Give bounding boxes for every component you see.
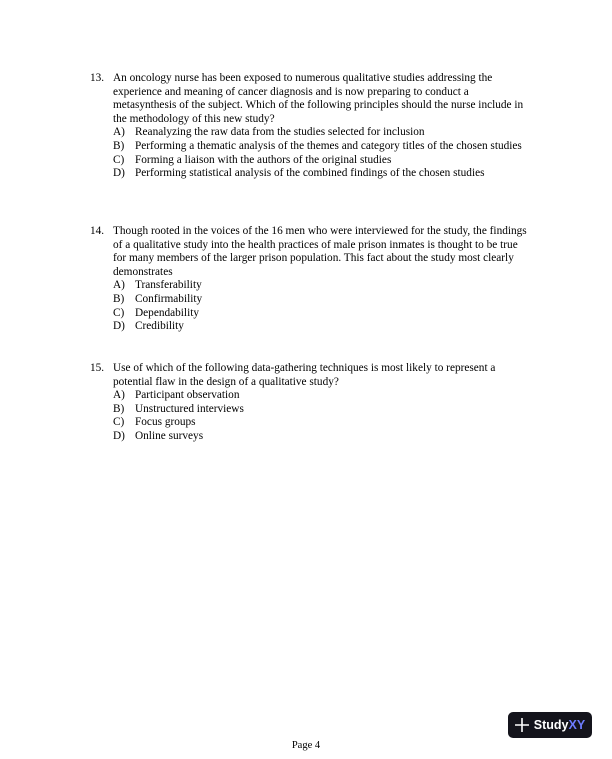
choice-text: Confirmability [135,292,203,305]
choice-letter: C) [113,306,125,319]
answer-choice-c [113,307,530,321]
page-number: Page 4 [291,740,321,751]
question-stem [90,362,530,389]
answer-choice-a [113,279,530,293]
answer-choices [90,389,530,443]
choice-text: Participant observation [135,389,240,402]
answer-choice-b [113,403,530,417]
answer-choice-d [113,430,530,444]
question-number: 14. [90,225,105,237]
choice-letter: C) [113,153,125,166]
question-stem [90,225,530,279]
question-15 [90,362,530,444]
question-number: 13. [90,72,105,84]
choice-letter: C) [113,416,125,429]
answer-choice-d [113,167,530,181]
choice-text: Focus groups [135,416,196,429]
choice-text: Unstructured interviews [135,402,244,415]
answer-choice-b [113,293,530,307]
choice-letter: D) [113,320,125,333]
choice-letter: B) [113,292,125,305]
choice-letter: D) [113,167,125,180]
choice-letter: B) [113,402,125,415]
choice-text: Performing statistical analysis of the combined findings of the chosen studies [135,167,485,180]
question-stem [90,72,530,126]
choice-text: Forming a liaison with the authors of the original studies [135,153,392,166]
answer-choice-b [113,140,530,154]
choice-text: Dependability [135,306,199,319]
brand-name-main: Study [533,718,569,732]
answer-choice-a [113,389,530,403]
question-text: An oncology nurse has been exposed to numerous qualitative studies addressing the experience and meaning of cancer diagnosis and is now preparing to conduct a metasynthesis of the subject. Which of the following principles should the nurse include in the methodology of this new study? [113,72,524,125]
choice-letter: A) [113,126,125,139]
answer-choices [90,126,530,180]
answer-choice-d [113,320,530,334]
choice-text: Reanalyzing the raw data from the studies selected for inclusion [135,126,425,139]
choice-letter: B) [113,139,125,152]
question-14 [90,225,530,334]
choice-letter: D) [113,429,125,442]
answer-choices [90,279,530,333]
answer-choice-c [113,416,530,430]
choice-text: Credibility [135,320,184,333]
brand-name-accent: XY [568,718,586,732]
brand-name [534,718,585,732]
question-13 [90,72,530,181]
studyxy-badge[interactable] [508,712,592,738]
choice-text: Online surveys [135,429,204,442]
answer-choice-c [113,154,530,168]
plus-sparkle-icon [515,718,529,732]
choice-text: Transferability [135,279,202,292]
question-text: Use of which of the following data-gathering techniques is most likely to represent a potential flaw in the design of a qualitative study? [113,362,496,388]
choice-text: Performing a thematic analysis of the themes and category titles of the chosen studies [135,139,522,152]
question-number: 15. [90,362,105,374]
choice-letter: A) [113,389,125,402]
answer-choice-a [113,126,530,140]
question-text: Though rooted in the voices of the 16 men who were interviewed for the study, the findings of a qualitative study into the health practices of male prison inmates is thought to be true for many members of the larger prison population. This fact about the study most clearly demonstrates [113,225,527,278]
choice-letter: A) [113,279,125,292]
